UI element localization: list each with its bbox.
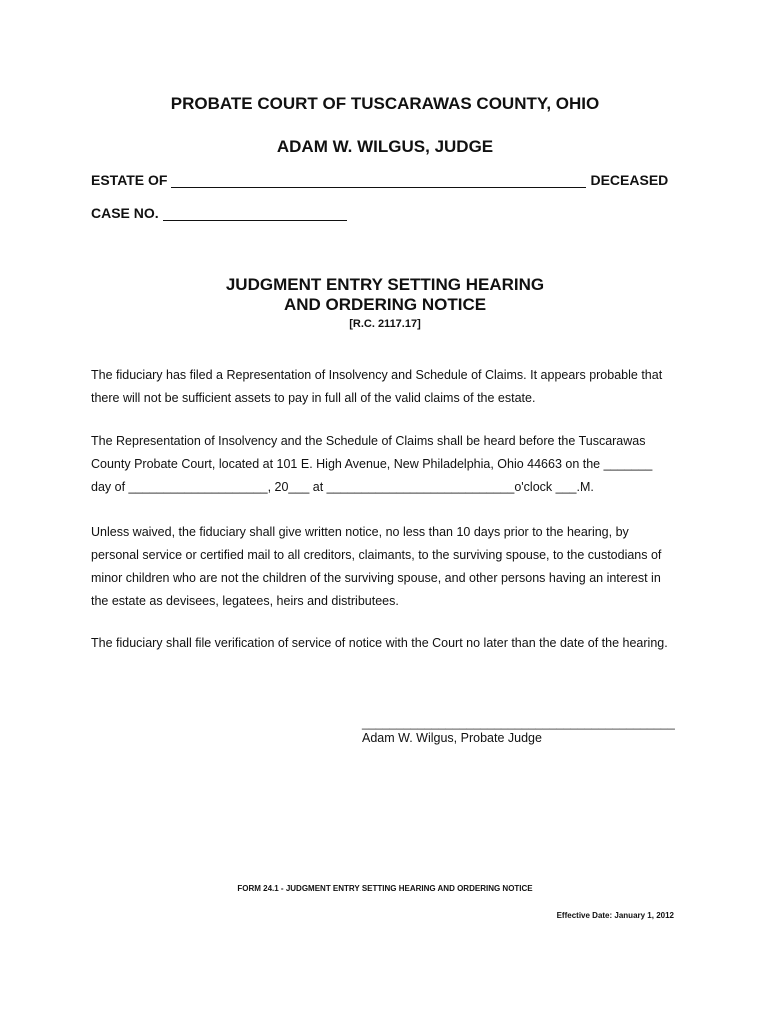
form-title-line-1: JUDGMENT ENTRY SETTING HEARING <box>225 275 545 294</box>
footer-effective-date: Effective Date: January 1, 2012 <box>556 911 674 920</box>
text-line: The fiduciary shall file verification of service of notice with the Court no later than the date of the hearing. <box>91 636 668 650</box>
estate-name-field[interactable] <box>171 173 586 188</box>
text-line: there will not be sufficient assets to pay in full all of the valid claims of the estate. <box>91 391 536 405</box>
text-line: The fiduciary has filed a Representation of Insolvency and Schedule of Claims. It appears probable that <box>91 368 663 382</box>
estate-of-label: ESTATE OF <box>91 172 168 188</box>
statute-reference: [R.C. 2117.17] <box>349 318 421 330</box>
text-line: the estate as devisees, legatees, heirs and distributees. <box>91 594 399 608</box>
signature-line: _____________________________________________ <box>362 716 675 730</box>
text-line: County Probate Court, located at 101 E. High Avenue, New Philadelphia, Ohio 44663 on the _______ <box>91 457 653 471</box>
paragraph-notice <box>91 521 691 613</box>
paragraph-verification <box>91 632 691 655</box>
estate-of-row <box>91 172 668 188</box>
case-number-label: CASE NO. <box>91 205 159 221</box>
footer-form-id: FORM 24.1 - JUDGMENT ENTRY SETTING HEARING AND ORDERING NOTICE <box>237 884 533 893</box>
text-line: personal service or certified mail to all creditors, claimants, to the surviving spouse, to the custodians of <box>91 548 662 562</box>
case-number-field[interactable] <box>163 206 347 221</box>
text-line: day of ____________________, 20___ at ___________________________o'clock ___.M. <box>91 480 594 494</box>
judge-signature-name: Adam W. Wilgus, Probate Judge <box>362 731 542 745</box>
court-title: PROBATE COURT OF TUSCARAWAS COUNTY, OHIO <box>170 94 600 113</box>
text-line: The Representation of Insolvency and the Schedule of Claims shall be heard before the Tuscarawas <box>91 434 646 448</box>
text-line: minor children who are not the children of the surviving spouse, and other persons having an interest in <box>91 571 661 585</box>
judge-title: ADAM W. WILGUS, JUDGE <box>276 137 494 156</box>
paragraph-insolvency <box>91 364 691 410</box>
case-number-row <box>91 205 351 221</box>
deceased-label: DECEASED <box>590 172 669 188</box>
form-title-line-2: AND ORDERING NOTICE <box>283 295 487 314</box>
text-line: Unless waived, the fiduciary shall give written notice, no less than 10 days prior to the hearing, by <box>91 525 629 539</box>
paragraph-hearing <box>91 430 691 499</box>
